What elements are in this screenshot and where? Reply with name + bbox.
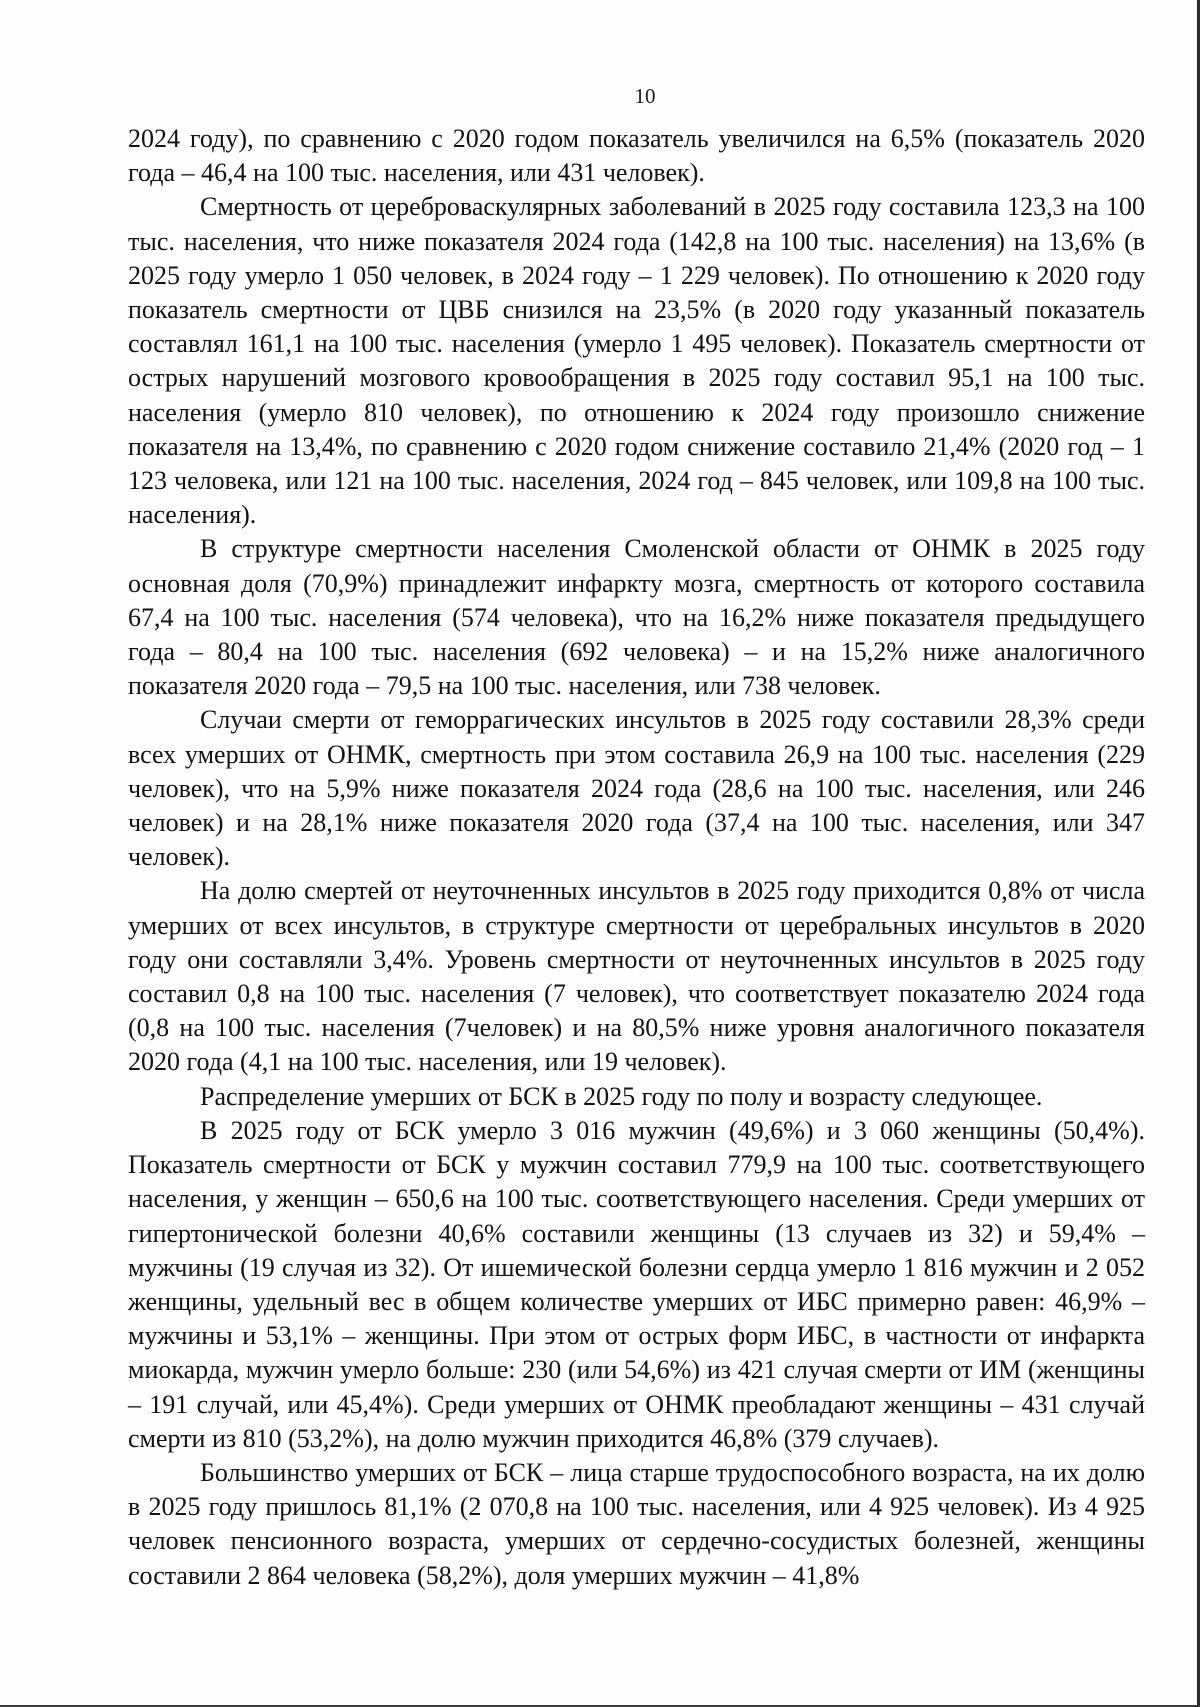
paragraph-gender-distribution: В 2025 году от БСК умерло 3 016 мужчин (49,6%) и 3 060 женщины (50,4%). Показатель смертности от БСК у мужчин составил 779,9 на 100 тыс. соответствующего населения, у женщин – 650,6 на 100 тыс. соответствующего населения. Среди умерших от гипертонической болезни 40,6% составили женщины (13 случаев из 32) и 59,4% – мужчины (19 случая из 32). От ишемической болезни сердца умерло 1 816 мужчин и 2 052 женщины, удельный вес в общем количестве умерших от ИБС примерно равен: 46,9% – мужчины и 53,1% – женщины. При этом от острых форм ИБС, в частности от инфаркта миокарда, мужчин умерло больше: 230 (или 54,6%) из 421 случая смерти от ИМ (женщины – 191 случай, или 45,4%). Среди умерших от ОНМК преобладают женщины – 431 случай смерти из 810 (53,2%), на долю мужчин приходится 46,8% (379 случаев).	[128, 1115, 1145, 1453]
paragraph-distribution-intro: Распределение умерших от БСК в 2025 году по полу и возрасту следующее.	[200, 1081, 1043, 1111]
paragraph-unspecified-stroke: На долю смертей от неуточненных инсультов в 2025 году приходится 0,8% от числа умерших от всех инсультов, в структуре смертности от церебральных инсультов в 2020 году они составляли 3,4%. Уровень смертности от неуточненных инсультов в 2025 году составил 0,8 на 100 тыс. населения (7 человек), что соответствует показателю 2024 года (0,8 на 100 тыс. населения (7человек) и на 80,5% ниже уровня аналогичного показателя 2020 года (4,1 на 100 тыс. населения, или 19 человек).	[128, 876, 1145, 1077]
page-number: 10	[634, 84, 656, 108]
paragraph-stroke-structure: В структуре смертности населения Смоленской области от ОНМК в 2025 году основная доля (70,9%) принадлежит инфаркту мозга, смертность от которого составила 67,4 на 100 тыс. населения (574 человека), что на 16,2% ниже показателя предыдущего года – 80,4 на 100 тыс. населения (692 человека) – и на 15,2% ниже аналогичного показателя 2020 года – 79,5 на 100 тыс. населения, или 738 человек.	[128, 534, 1145, 701]
paragraph-hemorrhagic-stroke: Случаи смерти от геморрагических инсультов в 2025 году составили 28,3% среди всех умерших от ОНМК, смертность при этом составила 26,9 на 100 тыс. населения (229 человек), что на 5,9% ниже показателя 2024 года (28,6 на 100 тыс. населения, или 246 человек) и на 28,1% ниже показателя 2020 года (37,4 на 100 тыс. населения, или 347 человек).	[128, 705, 1145, 872]
paragraph-continuation: 2024 году), по сравнению с 2020 годом показатель увеличился на 6,5% (показатель 2020 года – 46,4 на 100 тыс. населения, или 431 человек).	[128, 124, 1145, 188]
paragraph-cerebrovascular-mortality: Смертность от цереброваскулярных заболеваний в 2025 году составила 123,3 на 100 тыс. населения, что ниже показателя 2024 года (142,8 на 100 тыс. населения) на 13,6% (в 2025 году умерло 1 050 человек, в 2024 году – 1 229 человек). По отношению к 2020 году показатель смертности от ЦВБ снизился на 23,5% (в 2020 году указанный показатель составлял 161,1 на 100 тыс. населения (умерло 1 495 человек). Показатель смертности от острых нарушений мозгового кровообращения в 2025 году составил 95,1 на 100 тыс. населения (умерло 810 человек), по отношению к 2024 году произошло снижение показателя на 13,4%, по сравнению с 2020 годом снижение составило 21,4% (2020 год – 1 123 человека, или 121 на 100 тыс. населения, 2024 год – 845 человек, или 109,8 на 100 тыс. населения).	[128, 192, 1145, 530]
paragraph-age-distribution: Большинство умерших от БСК – лица старше трудоспособного возраста, на их долю в 2025 году пришлось 81,1% (2 070,8 на 100 тыс. населения, или 4 925 человек). Из 4 925 человек пенсионного возраста, умерших от сердечно-сосудистых болезней, женщины составили 2 864 человека (58,2%), доля умерших мужчин – 41,8%	[128, 1457, 1145, 1590]
document-body	[128, 122, 1145, 1593]
